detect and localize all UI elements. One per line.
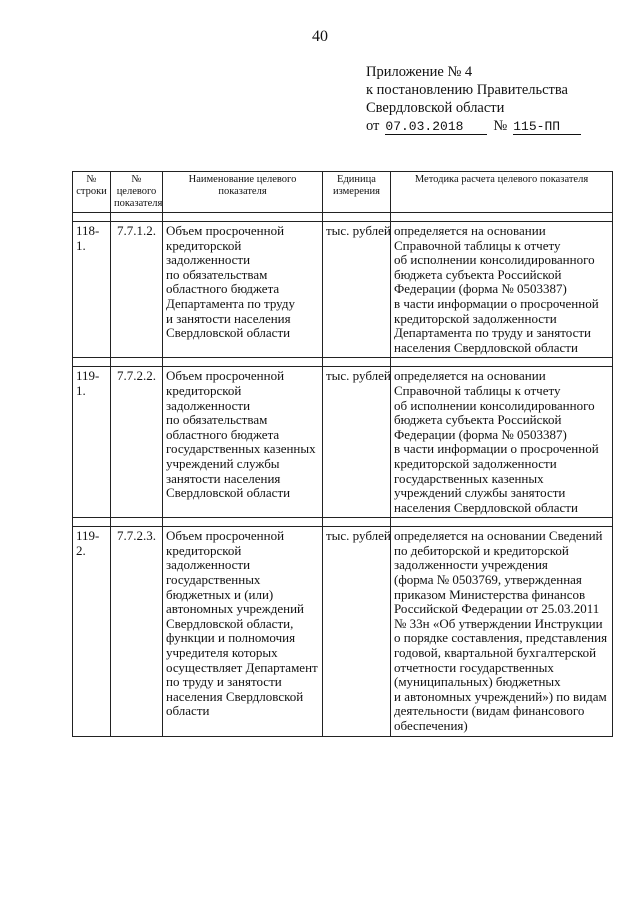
table-row: [73, 222, 613, 358]
method-line: населения Свердловской области: [394, 499, 578, 515]
resolution-number: 115-ПП: [513, 119, 581, 135]
indicator-name-line: осуществляет Департамент: [166, 659, 318, 675]
unit-cell: тыс. рублей: [323, 367, 391, 518]
indicator-name-cell: [163, 222, 323, 358]
unit-cell: тыс. рублей: [323, 527, 391, 736]
unit-cell: тыс. рублей: [323, 222, 391, 358]
method-line: Департамента по труду и занятости: [394, 325, 591, 341]
method-line: отчетности государственных: [394, 659, 554, 675]
appendix-resolution-ref: к постановлению Правительства: [366, 82, 568, 98]
method-line: бюджета субъекта Российской: [394, 412, 562, 428]
indicator-name-line: бюджетных и (или): [166, 586, 274, 602]
separator-cell: [73, 213, 111, 222]
method-line: по дебиторской и кредиторской: [394, 542, 569, 558]
indicator-name-line: кредиторской: [166, 237, 242, 253]
indicator-code-cell: 7.7.2.3.: [111, 527, 163, 736]
separator-cell: [391, 358, 613, 367]
separator-cell: [73, 358, 111, 367]
appendix-date-number-row: [366, 117, 626, 135]
method-line: Федерации (форма № 0503387): [394, 281, 567, 297]
method-line: о порядке составления, представления: [394, 630, 608, 646]
separator-cell: [323, 358, 391, 367]
indicator-name-line: Объем просроченной: [166, 528, 285, 544]
indicator-name-line: задолженности: [166, 397, 251, 413]
method-line: определяется на основании: [394, 223, 546, 238]
method-cell: [391, 367, 613, 518]
method-line: об исполнении консолидированного: [394, 397, 595, 413]
header-method: Методика расчета целевого показателя: [391, 172, 613, 213]
resolution-date: 07.03.2018: [385, 119, 487, 135]
indicator-name-line: функции и полномочия: [166, 630, 296, 646]
separator-cell: [111, 518, 163, 527]
method-line: бюджета субъекта Российской: [394, 266, 562, 282]
separator-cell: [391, 518, 613, 527]
separator-cell: [111, 213, 163, 222]
method-line: обеспечения): [394, 718, 468, 733]
page-number: 40: [312, 28, 328, 45]
method-line: в части информации о просроченной: [394, 441, 599, 457]
method-line: № 33н «Об утверждении Инструкции: [394, 615, 603, 631]
table-row-separator: [73, 518, 613, 527]
separator-cell: [391, 213, 613, 222]
appendix-header: [366, 63, 626, 135]
indicator-name-line: Свердловской области: [166, 485, 291, 501]
method-line: в части информации о просроченной: [394, 295, 599, 311]
indicator-name-cell: [163, 367, 323, 518]
method-line: задолженности учреждения: [394, 557, 548, 573]
method-line: годовой, квартальной бухгалтерской: [394, 645, 597, 661]
method-line: кредиторской задолженности: [394, 455, 557, 471]
separator-cell: [163, 213, 323, 222]
indicator-name-line: областного бюджета: [166, 281, 280, 297]
method-line: об исполнении консолидированного: [394, 252, 595, 268]
indicator-name-line: по труду и занятости: [166, 674, 282, 690]
table-header-row: [73, 172, 613, 213]
appendix-region: Свердловской области: [366, 100, 505, 116]
indicator-name-line: Объем просроченной: [166, 368, 285, 384]
indicator-name-line: государственных казенных: [166, 441, 316, 457]
header-row-number: № строки: [73, 172, 111, 213]
method-line: населения Свердловской области: [394, 339, 578, 355]
number-label: №: [493, 118, 508, 134]
separator-cell: [323, 213, 391, 222]
indicator-name-line: населения Свердловской: [166, 688, 304, 704]
appendix-title: Приложение № 4: [366, 64, 473, 80]
method-line: государственных казенных: [394, 470, 544, 486]
method-line: и автономных учреждений») по видам: [394, 688, 607, 704]
method-line: (муниципальных) бюджетных: [394, 674, 561, 690]
indicator-name-line: учреждений службы: [166, 455, 280, 471]
indicator-name-line: задолженности: [166, 557, 251, 573]
target-indicators-table: [72, 171, 613, 737]
method-line: определяется на основании Сведений: [394, 528, 603, 544]
row-number-cell: 119-1.: [73, 367, 111, 518]
separator-cell: [73, 518, 111, 527]
indicator-name-line: Департамента по труду: [166, 295, 295, 311]
indicator-code-cell: 7.7.2.2.: [111, 367, 163, 518]
indicator-name-line: Свердловской области,: [166, 615, 294, 631]
indicator-name-line: государственных: [166, 572, 261, 588]
separator-cell: [163, 358, 323, 367]
method-line: учреждений службы занятости: [394, 485, 566, 501]
method-line: деятельности (видам финансового: [394, 703, 585, 719]
indicator-name-line: Свердловской области: [166, 325, 291, 341]
from-label: от: [366, 118, 380, 134]
method-line: Российской Федерации от 25.03.2011: [394, 601, 600, 617]
header-unit: Единица измерения: [323, 172, 391, 213]
table-row-separator: [73, 358, 613, 367]
indicator-code-cell: 7.7.1.2.: [111, 222, 163, 358]
row-number-cell: 118-1.: [73, 222, 111, 358]
indicator-name-line: автономных учреждений: [166, 601, 305, 617]
indicator-name-line: областного бюджета: [166, 426, 280, 442]
indicator-name-line: задолженности: [166, 252, 251, 268]
indicator-name-line: Объем просроченной: [166, 223, 285, 238]
separator-cell: [323, 518, 391, 527]
indicator-name-cell: [163, 527, 323, 736]
table-row: [73, 527, 613, 736]
indicator-name-line: по обязательствам: [166, 412, 268, 428]
method-line: Справочной таблицы к отчету: [394, 237, 561, 253]
indicator-name-line: и занятости населения: [166, 310, 291, 326]
method-line: определяется на основании: [394, 368, 546, 384]
row-number-cell: 119-2.: [73, 527, 111, 736]
method-line: Федерации (форма № 0503387): [394, 426, 567, 442]
separator-cell: [111, 358, 163, 367]
method-line: (форма № 0503769, утвержденная: [394, 572, 582, 588]
header-indicator-name: Наименование целевого показателя: [163, 172, 323, 213]
separator-cell: [163, 518, 323, 527]
header-indicator-number: № целевого показателя: [111, 172, 163, 213]
indicator-name-line: кредиторской: [166, 382, 242, 398]
table-row-separator: [73, 213, 613, 222]
method-cell: [391, 222, 613, 358]
indicator-name-line: занятости населения: [166, 470, 281, 486]
method-line: приказом Министерства финансов: [394, 586, 586, 602]
method-cell: [391, 527, 613, 736]
indicator-name-line: по обязательствам: [166, 266, 268, 282]
indicator-name-line: кредиторской: [166, 542, 242, 558]
indicator-name-line: области: [166, 703, 210, 719]
method-line: Справочной таблицы к отчету: [394, 382, 561, 398]
table-row: [73, 367, 613, 518]
method-line: кредиторской задолженности: [394, 310, 557, 326]
indicator-name-line: учредителя которых: [166, 645, 278, 661]
